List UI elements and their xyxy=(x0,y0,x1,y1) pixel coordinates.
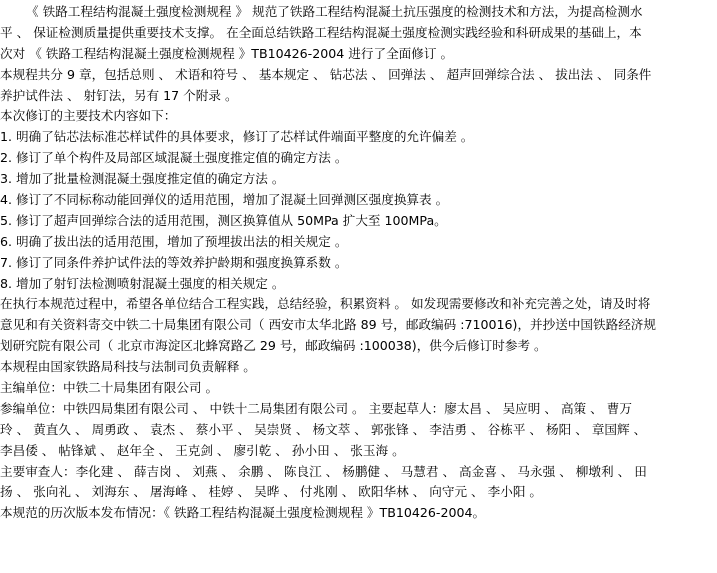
paragraph-intro-line-2: 平 、 保证检测质量提供重要技术支撑。 在全面总结铁路工程结构混凝土强度检测实践经验和科研成果的基础上，本 xyxy=(0,24,642,40)
revision-item-6: 6. 明确了拔出法的适用范围，增加了预埋拔出法的相关规定 。 xyxy=(0,233,348,249)
paragraph-intro-line-3: 次对 《 铁路工程结构混凝土强度检测规程 》TB10426-2004 进行了全面修订 。 xyxy=(0,45,454,61)
participating-units-line-3: 李昌倭 、 帖锋斌 、 赵年全 、 王克剑 、 廖引乾 、 孙小田 、 张玉海 。 xyxy=(0,442,405,458)
paragraph-chapters-line-1: 本规程共分 9 章，包括总则 、 术语和符号 、 基本规定 、 钻芯法 、 回弹法 、 超声回弹综合法 、 拔出法 、 同条件 xyxy=(0,66,652,82)
revision-item-1: 1. 明确了钻芯法标准芯样试件的具体要求，修订了芯样试件端面平整度的允许偏差 。 xyxy=(0,129,474,145)
revision-item-4: 4. 修订了不同标称动能回弹仪的适用范围，增加了混凝土回弹测区强度换算表 。 xyxy=(0,192,449,208)
paragraph-feedback-line-1: 在执行本规范过程中，希望各单位结合工程实践，总结经验，积累资料 。 如发现需要修改和补充完善之处，请及时将 xyxy=(0,296,651,312)
reviewers-line-1: 主要审查人：李化建 、 薛吉岗 、 刘燕 、 余鹏 、 陈良江 、 杨鹏健 、 马慧君 、 高金喜 、 马永强 、 柳墩利 、 田 xyxy=(0,463,647,479)
revision-item-8: 8. 增加了射钉法检测喷射混凝土强度的相关规定 。 xyxy=(0,275,285,291)
version-history: 本规范的历次版本发布情况：《 铁路工程结构混凝土强度检测规程 》TB10426-2004。 xyxy=(0,505,486,521)
revision-heading: 本次修订的主要技术内容如下： xyxy=(0,108,177,124)
chief-editor-unit: 主编单位：中铁二十局集团有限公司 。 xyxy=(0,380,219,396)
paragraph-intro-line-1: 《 铁路工程结构混凝土强度检测规程 》 规范了铁路工程结构混凝土抗压强度的检测技术和方法，为提高检测水 xyxy=(26,4,643,19)
revision-item-3: 3. 增加了批量检测混凝土强度推定值的确定方法 。 xyxy=(0,171,285,187)
paragraph-chapters-line-2: 养护试件法 、 射钉法，另有 17 个附录 。 xyxy=(0,87,238,103)
revision-item-2: 2. 修订了单个构件及局部区域混凝土强度推定值的确定方法 。 xyxy=(0,150,348,166)
reviewers-line-2: 扬 、 张向礼 、 刘海东 、 屠海峰 、 桂婷 、 吴晔 、 付兆刚 、 欧阳华林 、 向守元 、 李小阳 。 xyxy=(0,484,543,500)
participating-units-line-1: 参编单位：中铁四局集团有限公司 、 中铁十二局集团有限公司 。 主要起草人：廖太昌 、 吴应明 、 高策 、 曹万 xyxy=(0,400,632,416)
revision-item-5: 5. 修订了超声回弹综合法的适用范围，测区换算值从 50MPa 扩大至 100MPa。 xyxy=(0,212,447,228)
revision-item-7: 7. 修订了同条件养护试件法的等效养护龄期和强度换算系数 。 xyxy=(0,254,348,270)
paragraph-interpretation: 本规程由国家铁路局科技与法制司负责解释 。 xyxy=(0,359,256,375)
participating-units-line-2: 玲 、 黄直久 、 周勇政 、 袁杰 、 蔡小平 、 吴崇贤 、 杨文萃 、 郭张锋 、 李洁勇 、 谷栋平 、 杨阳 、 章国辉 、 xyxy=(0,421,647,437)
paragraph-feedback-line-3: 划研究院有限公司（ 北京市海淀区北蜂窝路乙 29 号，邮政编码 :100038)，供今后修订时参考 。 xyxy=(0,338,547,354)
paragraph-feedback-line-2: 意见和有关资料寄交中铁二十局集团有限公司（ 西安市太华北路 89 号，邮政编码 :710016)，并抄送中国铁路经济规 xyxy=(0,317,656,333)
